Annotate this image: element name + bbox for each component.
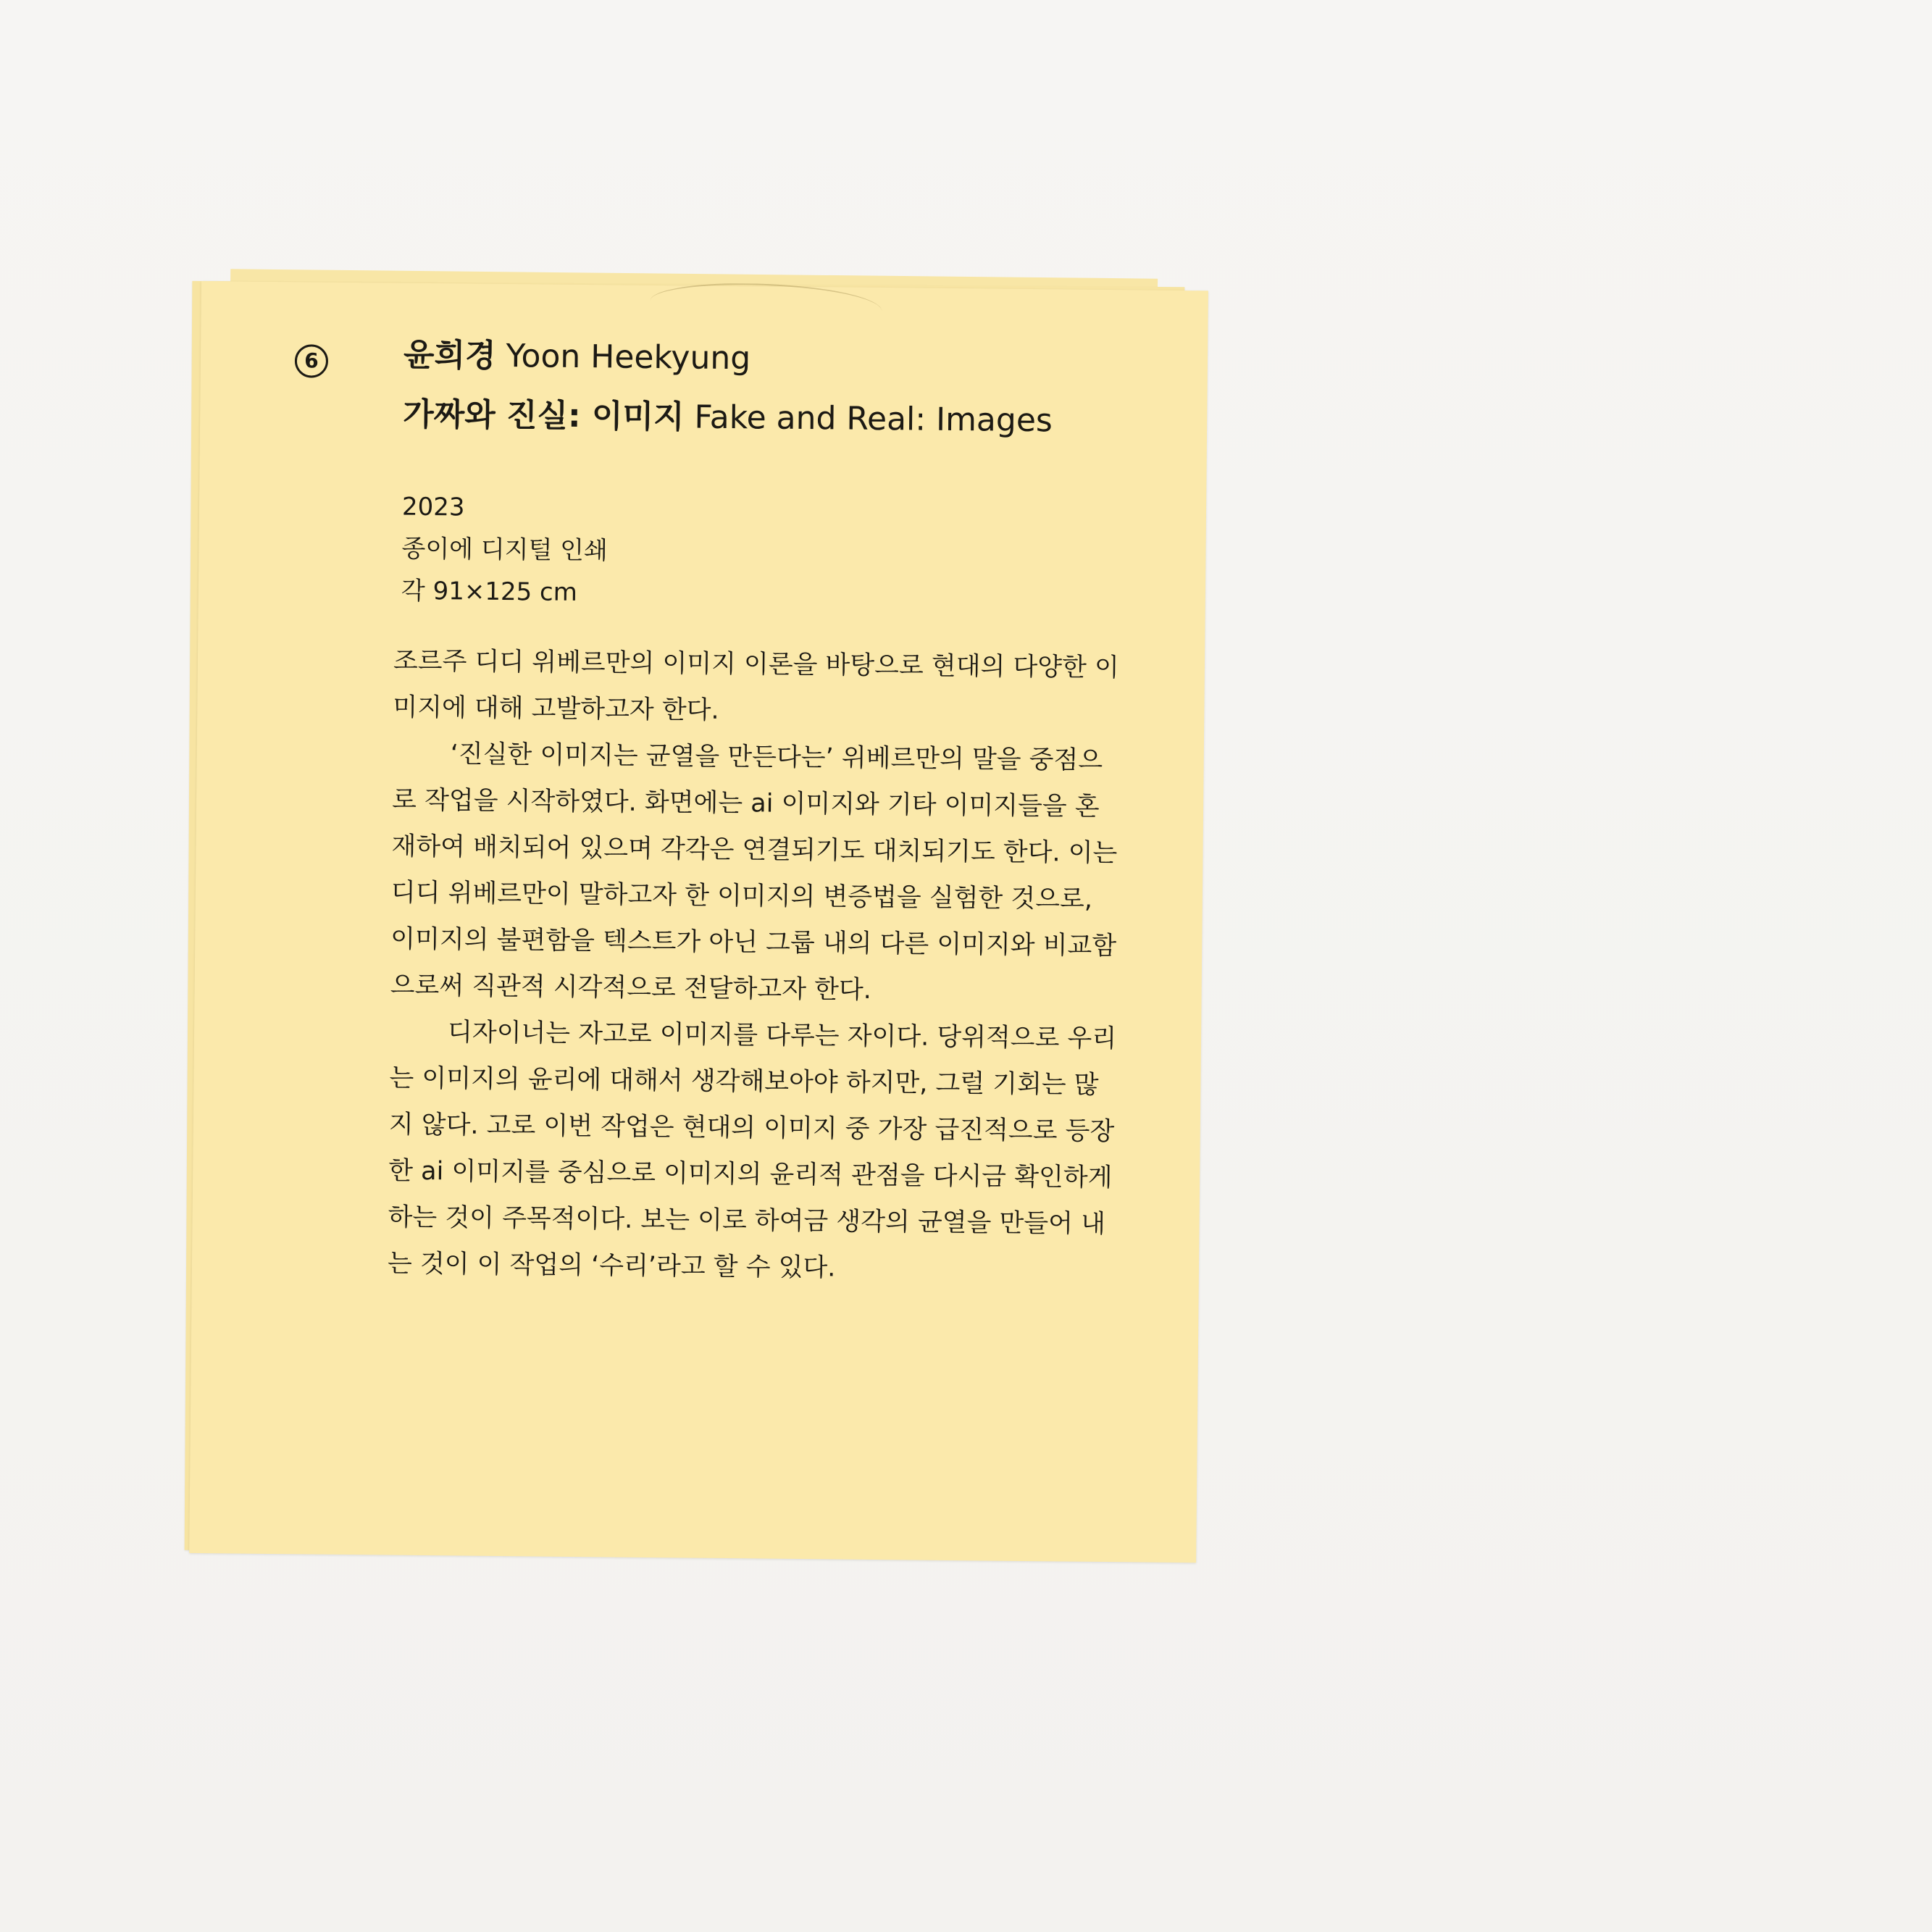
card-content — [189, 281, 1208, 1563]
title-ko: 가짜와 진실: 이미지 — [403, 396, 685, 436]
description-paragraph-3: 디자이너는 자고로 이미지를 다루는 자이다. 당위적으로 우리는 이미지의 윤리에 대해서 생각해보아야 하지만, 그럴 기회는 많지 않다. 고로 이번 작업은 현대의 이미지 중 가장 급진적으로 등장한 ai 이미지를 중심으로 이미지의 윤리적 관점을 다시금 확인하게 하는 것이 주목적이다. 보는 이로 하여금 생각의 균열을 만들어 내는 것이 이 작업의 ‘수리’라고 할 수 있다. — [387, 1018, 1117, 1283]
work-number: 6 — [304, 348, 319, 373]
work-year: 2023 — [401, 492, 465, 522]
work-medium: 종이에 디지털 인쇄 — [401, 534, 609, 566]
description-paragraph-1: 조르주 디디 위베르만의 이미지 이론을 바탕으로 현대의 다양한 이미지에 대해 고발하고자 한다. — [393, 646, 1120, 725]
description — [388, 638, 1126, 1295]
title-line — [403, 393, 1053, 443]
artist-name-en: Yoon Heekyung — [506, 338, 751, 377]
work-metadata — [401, 486, 609, 614]
work-number-badge — [295, 344, 328, 377]
artist-line — [403, 334, 751, 381]
title-en: Fake and Real: Images — [694, 398, 1053, 440]
artist-name-ko: 윤희경 — [403, 336, 496, 375]
wall-label-card — [189, 281, 1208, 1563]
description-paragraph-2: ‘진실한 이미지는 균열을 만든다는’ 위베르만의 말을 중점으로 작업을 시작하였다. 화면에는 ai 이미지와 기타 이미지들을 혼재하여 배치되어 있으며 각각은 연결되기도 대치되기도 한다. 이는 디디 위베르만이 말하고자 한 이미지의 변증법을 실험한 것으로, 이미지의 불편함을 텍스트가 아닌 그룹 내의 다른 이미지와 비교함으로써 직관적 시각적으로 전달하고자 한다. — [390, 740, 1118, 1005]
work-dimensions: 각 91×125 cm — [401, 576, 578, 607]
